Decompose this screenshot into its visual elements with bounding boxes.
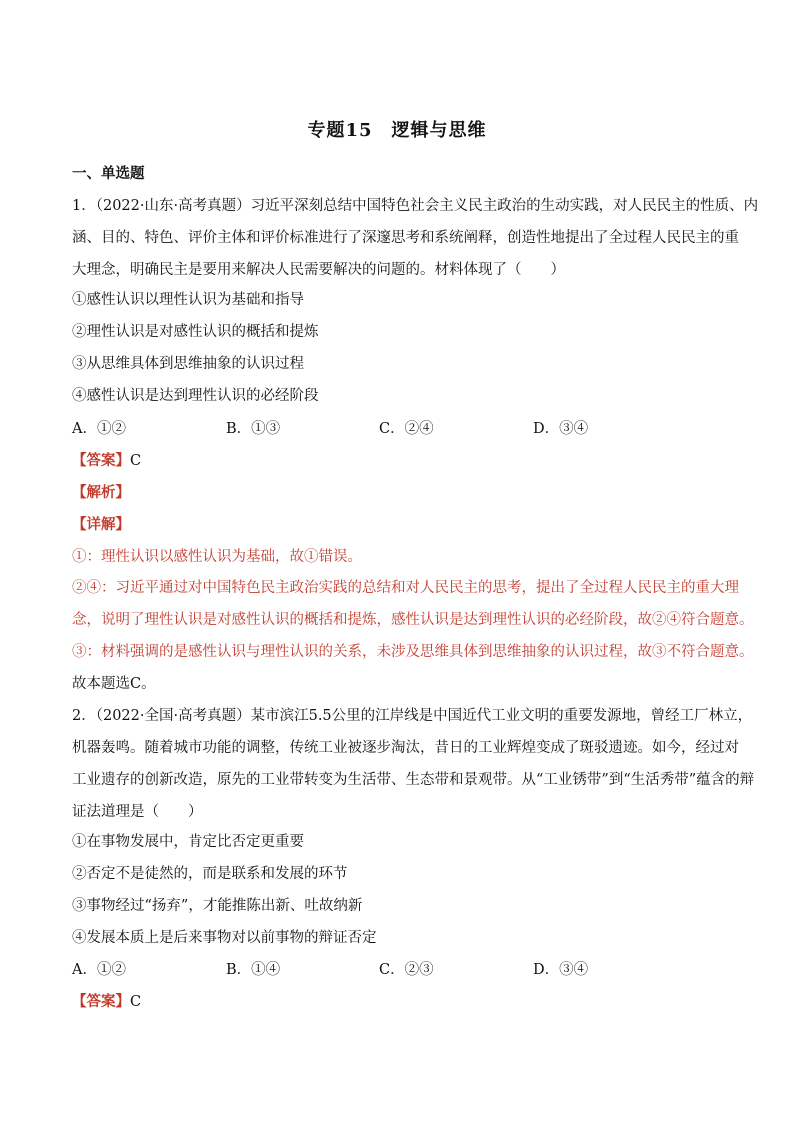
q2-stem-line3: 工业遗存的创新改造，原先的工业带转变为生活带、生态带和景观带。从“工业锈带”到“生活秀带”蕴含的辩 xyxy=(72,772,755,788)
q1-conclusion: 故本题选C。 xyxy=(72,676,156,692)
q1-answer-tag: 【答案】 xyxy=(72,452,130,469)
q1-item-3: ③从思维具体到思维抽象的认识过程 xyxy=(72,356,304,372)
q1-detail-2a: ②④：习近平通过对中国特色民主政治实践的总结和对人民民主的思考，提出了全过程人民民主的重大理 xyxy=(72,580,739,596)
q2-option-b: B．①④ xyxy=(226,962,281,978)
q2-option-c: C．②③ xyxy=(379,962,434,978)
q2-item-3: ③事物经过“扬弃”，才能推陈出新、吐故纳新 xyxy=(72,898,363,914)
q1-stem-line2: 涵、目的、特色、评价主体和评价标准进行了深邃思考和系统阐释，创造性地提出了全过程人民民主的重 xyxy=(72,230,739,246)
q1-stem-line1: 1．（2022·山东·高考真题）习近平深刻总结中国特色社会主义民主政治的生动实践，对人民民主的性质、内 xyxy=(72,198,759,214)
q2-item-4: ④发展本质上是后来事物对以前事物的辩证否定 xyxy=(72,930,377,946)
section-heading: 一、单选题 xyxy=(72,165,145,182)
q1-stem-line3: 大理念，明确民主是要用来解决人民需要解决的问题的。材料体现了（ ） xyxy=(72,262,565,278)
q1-option-c: C．②④ xyxy=(379,421,434,437)
q1-analysis-tag: 【解析】 xyxy=(72,484,130,501)
q2-item-2: ②否定不是徒然的，而是联系和发展的环节 xyxy=(72,866,348,882)
page-title: 专题15 逻辑与思维 xyxy=(307,120,487,141)
q1-detail-tag: 【详解】 xyxy=(72,516,130,533)
q2-option-d: D．③④ xyxy=(533,962,589,978)
q2-option-a: A．①② xyxy=(72,962,126,978)
q1-item-4: ④感性认识是达到理性认识的必经阶段 xyxy=(72,388,319,404)
q2-stem-line4: 证法道理是（ ） xyxy=(72,804,203,820)
q1-answer xyxy=(72,451,732,471)
q2-answer-value: C xyxy=(130,994,142,1010)
q1-detail-2b: 念，说明了理性认识是对感性认识的概括和提炼，感性认识是达到理性认识的必经阶段，故②④符合题意。 xyxy=(72,612,754,628)
q1-answer-value: C xyxy=(130,453,142,469)
q2-stem-line1: 2．（2022·全国·高考真题）某市滨江5.5公里的江岸线是中国近代工业文明的重要发源地，曾经工厂林立， xyxy=(72,708,753,724)
q1-option-d: D．③④ xyxy=(533,421,589,437)
q1-item-2: ②理性认识是对感性认识的概括和提炼 xyxy=(72,324,319,340)
q1-option-b: B．①③ xyxy=(226,421,281,437)
q1-detail-3: ③：材料强调的是感性认识与理性认识的关系，未涉及思维具体到思维抽象的认识过程，故③不符合题意。 xyxy=(72,644,754,660)
q2-answer xyxy=(72,992,732,1012)
q1-detail-1: ①：理性认识以感性认识为基础，故①错误。 xyxy=(72,549,362,565)
q1-item-1: ①感性认识以理性认识为基础和指导 xyxy=(72,292,304,308)
q1-option-a: A．①② xyxy=(72,421,126,437)
q2-item-1: ①在事物发展中，肯定比否定更重要 xyxy=(72,834,304,850)
q2-answer-tag: 【答案】 xyxy=(72,993,130,1010)
q2-stem-line2: 机器轰鸣。随着城市功能的调整，传统工业被逐步淘汰，昔日的工业辉煌变成了斑驳遗迹。如今，经过对 xyxy=(72,740,739,756)
